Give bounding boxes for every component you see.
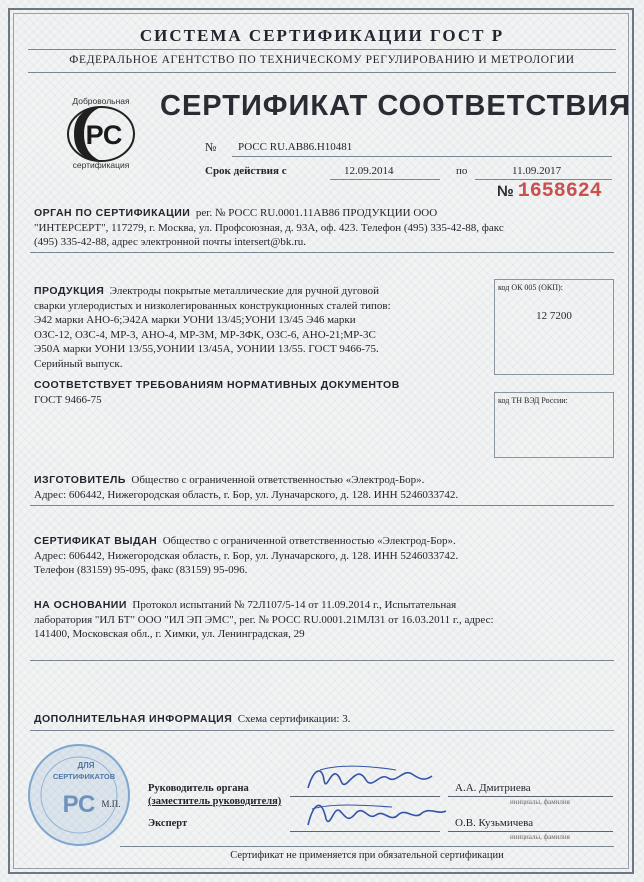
serial-number [497,180,602,203]
stamp-icon [26,742,132,848]
expert-name-caption: инициалы, фамилия [510,833,570,841]
issued-block [34,534,614,578]
tnved-box [494,392,614,458]
expert-name: О.В. Кузьмичева [455,817,534,829]
organ-line1: рег. № РОСС RU.0001.11АВ86 ПРОДУКЦИИ ООО [195,207,438,219]
expert-label: Эксперт [148,818,188,829]
head-signature-icon [300,760,440,800]
logo-letters: РС [85,120,123,150]
manufacturer-label: ИЗГОТОВИТЕЛЬ [34,474,126,486]
deputy-label: (заместитель руководителя) [148,796,282,807]
basis-label: НА ОСНОВАНИИ [34,599,127,611]
product-line5: Э50А марки УОНИ 13/55,УОНИИ 13/45А, УОНИИ 13/55. ГОСТ 9466-75. [34,343,379,356]
valid-to: 11.09.2017 [512,165,562,177]
valid-from: 12.09.2014 [344,165,394,177]
product-line2: сварки углеродистых и низколегированных конструкционных сталей типов: [34,299,391,312]
stamp-top-text: ДЛЯ [77,761,95,770]
head-name: А.А. Дмитриева [455,782,531,794]
stamp-mp: М.П. [101,799,121,809]
issued-label: СЕРТИФИКАТ ВЫДАН [34,535,158,547]
conformity-block [34,378,494,407]
issued-line3: Телефон (83159) 95-095, факс (83159) 95-096. [34,564,248,577]
conformity-value: ГОСТ 9466-75 [34,393,102,406]
footer-note: Сертификат не применяется при обязательной сертификации [230,850,504,861]
extra-label: ДОПОЛНИТЕЛЬНАЯ ИНФОРМАЦИЯ [34,713,233,725]
organ-label: ОРГАН ПО СЕРТИФИКАЦИИ [34,207,191,219]
expert-signature-icon [302,795,452,833]
to-label: по [456,165,468,177]
head-label: Руководитель органа [148,783,249,794]
agency-title: ФЕДЕРАЛЬНОЕ АГЕНТСТВО ПО ТЕХНИЧЕСКОМУ РЕГУЛИРОВАНИЮ И МЕТРОЛОГИИ [69,54,575,66]
head-name-caption: инициалы, фамилия [510,798,570,806]
manufacturer-line1: Общество с ограниченной ответственностью «Электрод-Бор». [131,474,425,486]
logo-bottom-text: сертификация [72,160,130,170]
stamp-mid-text: СЕРТИФИКАТОВ [52,772,116,781]
issued-line1: Общество с ограниченной ответственностью «Электрод-Бор». [162,535,456,547]
product-line6: Серийный выпуск. [34,357,123,370]
product-label: ПРОДУКЦИЯ [34,285,105,297]
rs-logo-icon [56,92,146,170]
organ-line2: "ИНТЕРСЕРТ", 117279, г. Москва, ул. Профсоюзная, д. 93А, оф. 423. Телефон (495) 335-42-88, факс [34,221,504,234]
cert-number: РОСС RU.AB86.H10481 [238,141,353,153]
okp-box [494,279,614,375]
extra-value: Схема сертификации: 3. [237,713,351,725]
document-title: СЕРТИФИКАТ СООТВЕТСТВИЯ [160,90,631,122]
basis-line1: Протокол испытаний № 72Л107/5-14 от 11.09.2014 г., Испытательная [132,599,457,611]
manufacturer-line2: Адрес: 606442, Нижегородская область, г. Бор, ул. Луначарского, д. 128. ИНН 5246033742. [34,488,459,501]
issued-line2: Адрес: 606442, Нижегородская область, г. Бор, ул. Луначарского, д. 128. ИНН 5246033742. [34,549,459,562]
conformity-label: СООТВЕТСТВУЕТ ТРЕБОВАНИЯМ НОРМАТИВНЫХ ДОКУМЕНТОВ [34,379,400,391]
product-line3: Э42 марки АНО-6;Э42А марки УОНИ 13/45;УОНИ 13/45 Э46 марки [34,314,356,327]
product-block [34,284,489,372]
cert-number-label: № [205,140,217,154]
organ-block [34,206,614,250]
extra-block [34,712,614,727]
product-line1: Электроды покрытые металлические для ручной дуговой [109,285,379,297]
svg-text:РС: РС [62,791,96,818]
product-line4: ОЗС-12, ОЗС-4, МР-3, АНО-4, МР-3М, МР-3ФК, ОЗС-6, АНО-21;МР-3С [34,328,376,341]
validity-label: Срок действия с [205,165,287,177]
organ-line3: (495) 335-42-88, адрес электронной почты intersert@bk.ru. [34,236,307,249]
serial-value: 1658624 [517,180,602,203]
basis-line2: лаборатория "ИЛ БТ" ООО "ИЛ ЭП ЭМС", рег. № РОСС RU.0001.21МЛ31 от 16.03.2011 г., адрес: [34,613,494,626]
basis-block [34,598,614,642]
serial-label: № [497,183,514,200]
tnved-label: код ТН ВЭД России: [498,396,568,405]
okp-value: 12 7200 [536,310,572,322]
manufacturer-block [34,473,614,502]
basis-line3: 141400, Московская обл., г. Химки, ул. Ленинградская, 29 [34,628,305,641]
okp-label: код ОК 005 (ОКП): [498,283,563,292]
system-title: СИСТЕМА СЕРТИФИКАЦИИ ГОСТ Р [139,26,505,45]
logo-top-text: Добровольная [72,96,130,106]
